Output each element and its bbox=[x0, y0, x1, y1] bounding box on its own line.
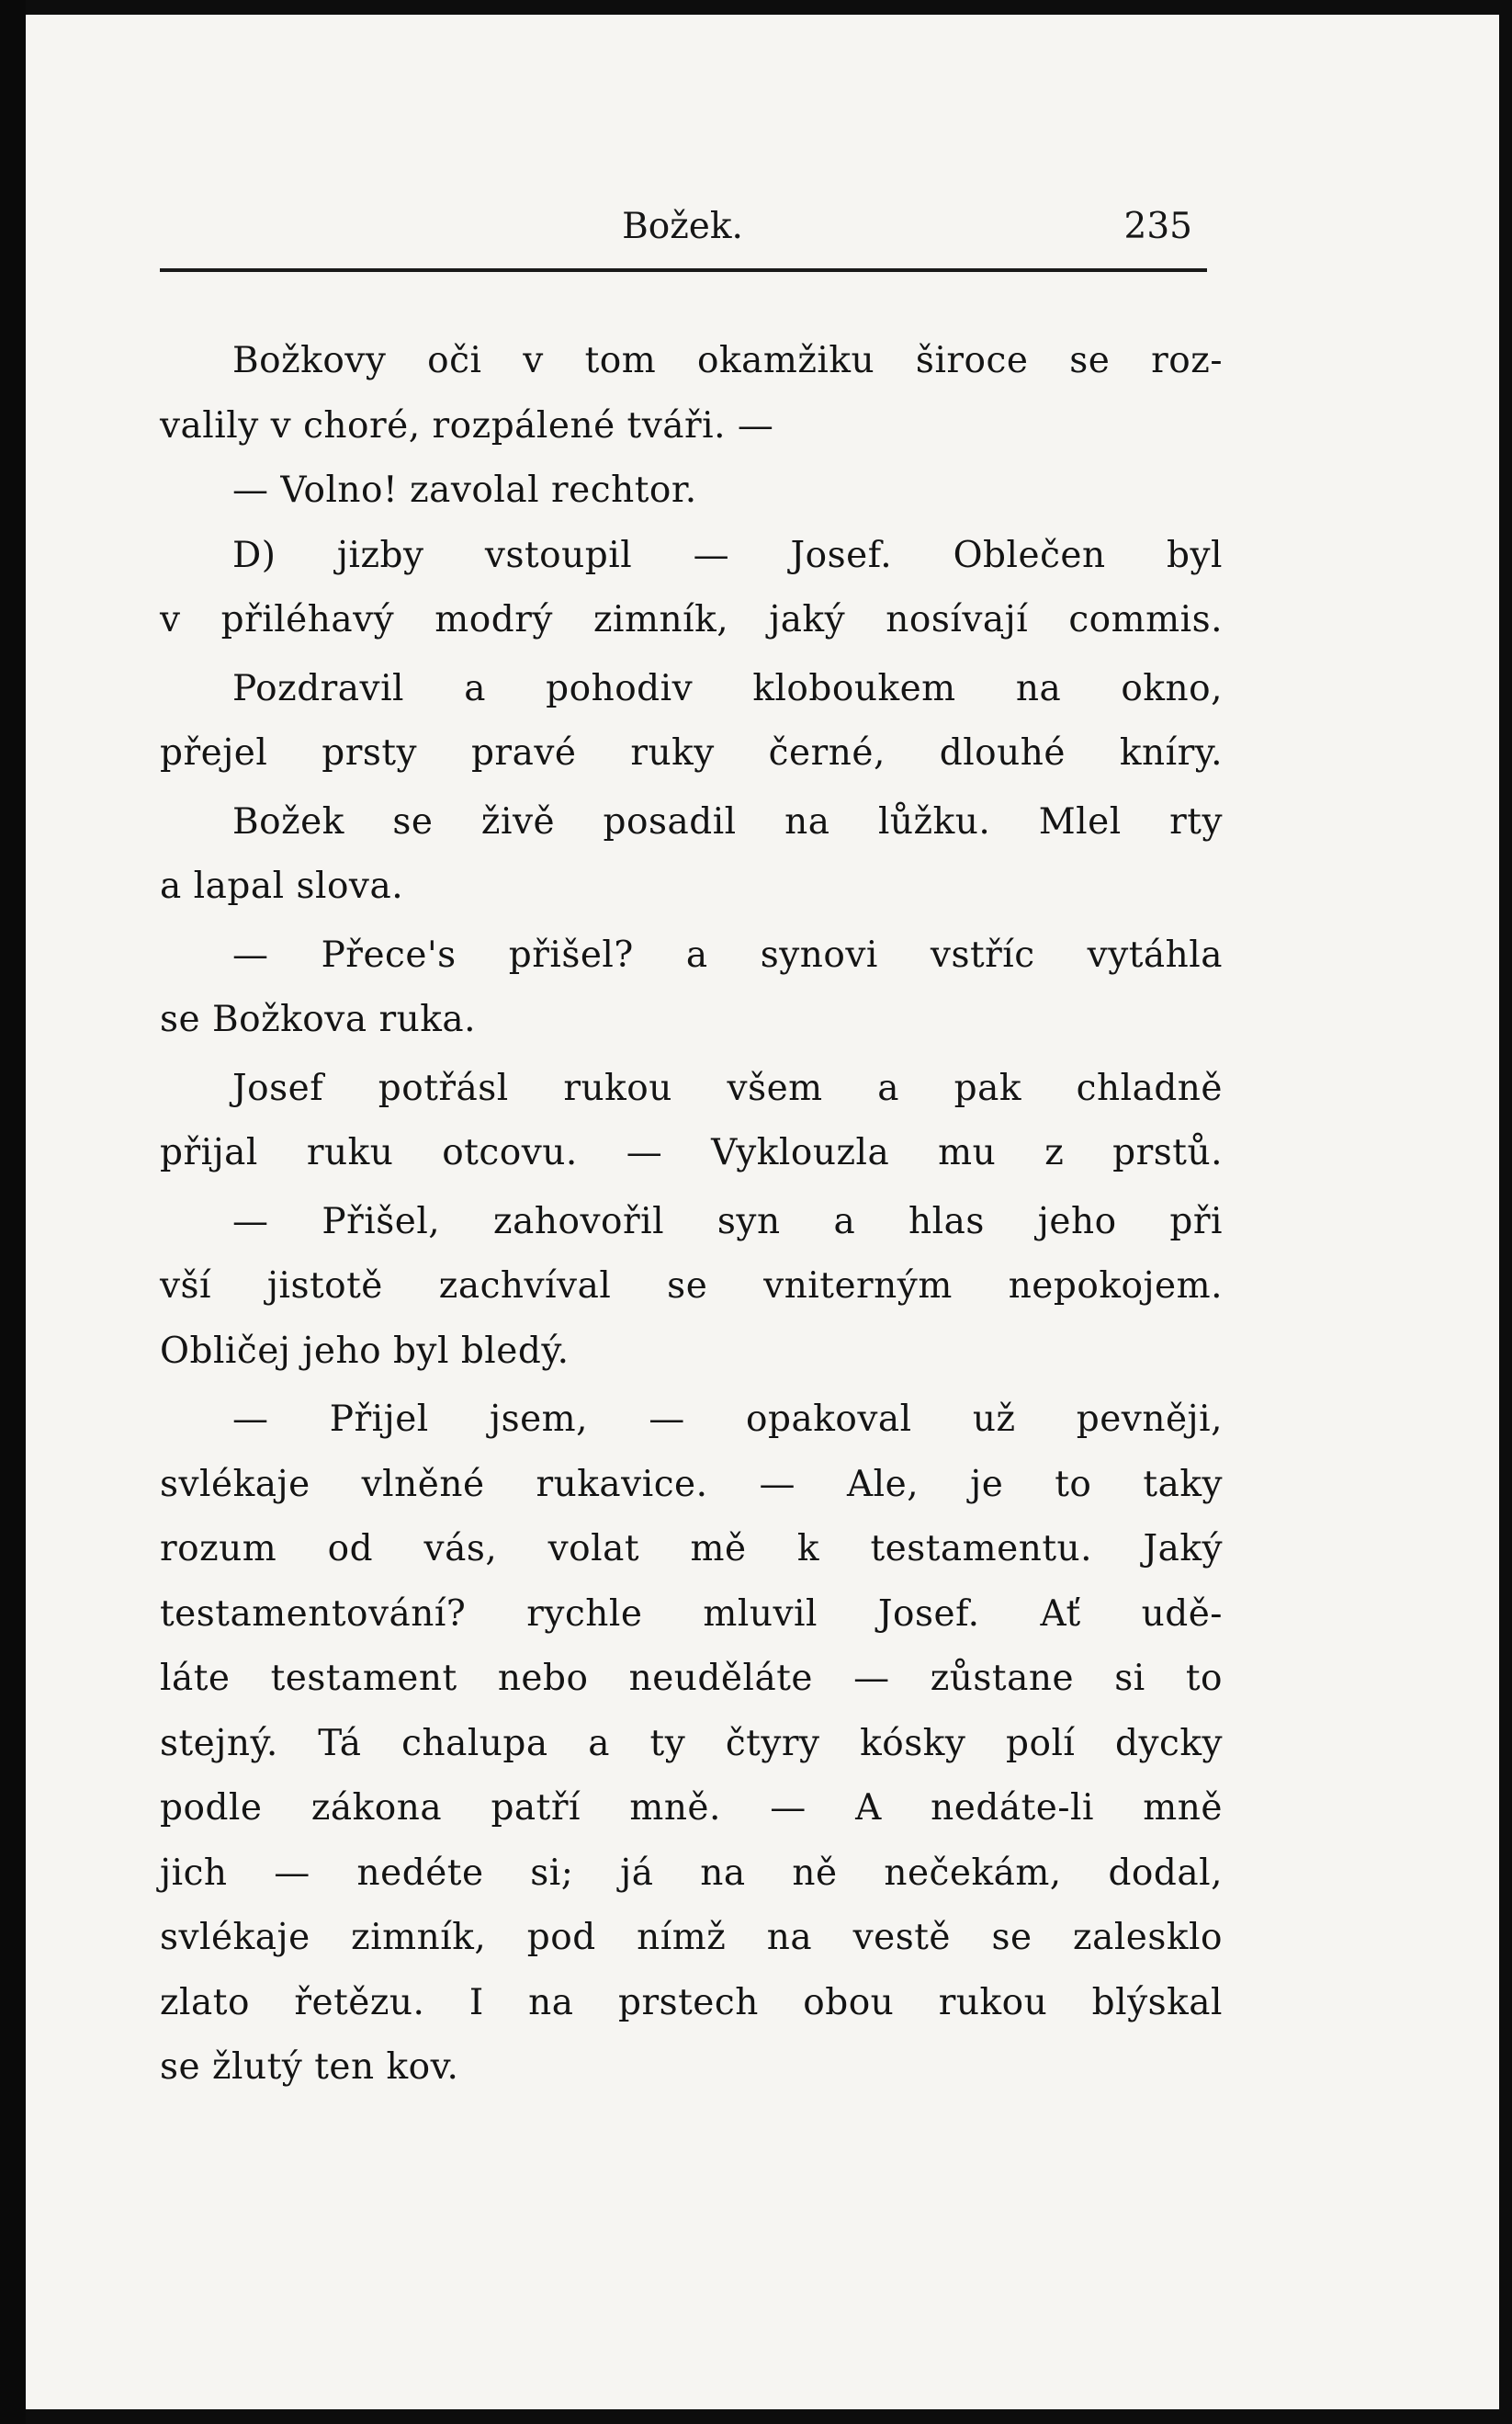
text-line: v přiléhavý modrý zimník, jaký nosívají commis. bbox=[160, 599, 1223, 640]
text-line: — Volno! zavolal rechtor. bbox=[232, 470, 697, 511]
text-line: Obličej jeho byl bledý. bbox=[160, 1330, 570, 1372]
text-line: testamentování? rychle mluvil Josef. Ať udě- bbox=[160, 1592, 1223, 1635]
text-line: stejný. Tá chalupa a ty čtyry kósky polí dycky bbox=[160, 1722, 1223, 1764]
text-line: Božek se živě posadil na lůžku. Mlel rty bbox=[232, 800, 1223, 843]
text-line: Josef potřásl rukou všem a pak chladně bbox=[232, 1067, 1223, 1109]
text-line: — Přišel, zahovořil syn a hlas jeho při bbox=[232, 1200, 1223, 1242]
text-line: podle zákona patří mně. — A nedáte-li mně bbox=[160, 1787, 1223, 1829]
header-rule bbox=[160, 268, 1207, 272]
text-line: se Božkova ruka. bbox=[160, 999, 477, 1040]
text-line: Pozdravil a pohodiv kloboukem na okno, bbox=[232, 667, 1223, 709]
text-line: jich — nedéte si; já na ně nečekám, dodal, bbox=[160, 1852, 1223, 1894]
text-line: láte testament nebo neuděláte — zůstane si to bbox=[160, 1658, 1223, 1699]
text-line: — Přijel jsem, — opakoval už pevněji, bbox=[232, 1399, 1223, 1440]
text-line: D) jizby vstoupil — Josef. Oblečen byl bbox=[232, 534, 1223, 576]
text-line: rozum od vás, volat mě k testamentu. Jaký bbox=[160, 1528, 1223, 1569]
body-text bbox=[160, 329, 1223, 2101]
page-number: 235 bbox=[1123, 206, 1192, 247]
text-line: přijal ruku otcovu. — Vyklouzla mu z prstů. bbox=[160, 1132, 1223, 1173]
text-line: a lapal slova. bbox=[160, 866, 404, 907]
text-line: svlékaje zimník, pod nímž na vestě se zalesklo bbox=[160, 1917, 1223, 1958]
scan-edge bbox=[0, 0, 26, 2424]
running-head bbox=[154, 198, 1211, 263]
text-line: svlékaje vlněné rukavice. — Ale, je to taky bbox=[160, 1463, 1223, 1505]
text-line: zlato řetězu. I na prstech obou rukou blýskal bbox=[160, 1981, 1223, 2023]
text-line: přejel prsty pravé ruky černé, dlouhé kníry. bbox=[160, 732, 1223, 774]
chapter-title: Božek. bbox=[622, 206, 743, 247]
text-line: se žlutý ten kov. bbox=[160, 2046, 459, 2088]
text-line: — Přece's přišel? a synovi vstříc vytáhla bbox=[232, 934, 1223, 976]
text-line: Božkovy oči v tom okamžiku široce se roz- bbox=[232, 340, 1223, 381]
book-page bbox=[26, 15, 1499, 2409]
text-line: valily v choré, rozpálené tváři. — bbox=[160, 404, 774, 447]
text-line: vší jistotě zachvíval se vniterným nepokojem. bbox=[160, 1265, 1223, 1307]
